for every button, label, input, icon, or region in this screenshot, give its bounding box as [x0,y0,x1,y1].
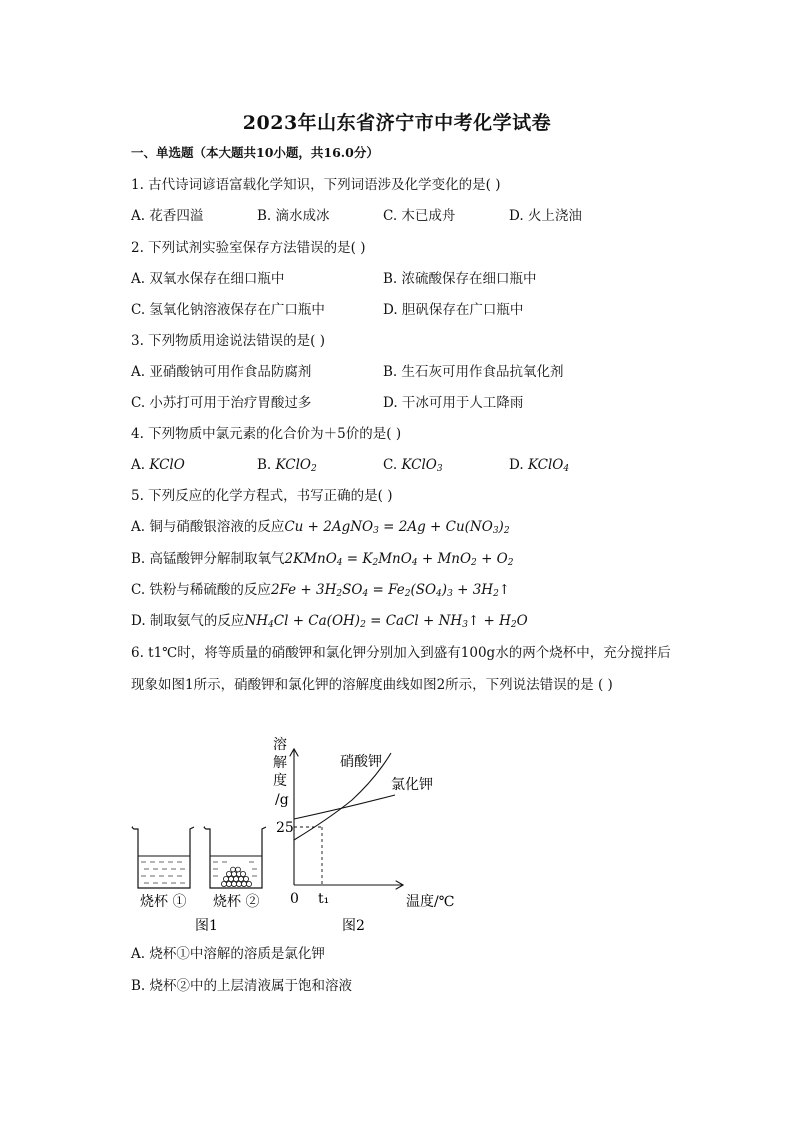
q1-option-a: A. 花香四溢 [131,208,204,224]
q5-option-b: B. 高锰酸钾分解制取氧气2KMnO$_4$ = $K_2MnO_4 + MnO_2 + O_2$ [131,551,514,568]
undissolved-solid [221,867,251,887]
curve-kcl [294,795,395,819]
y-axis-unit: /g [275,792,289,808]
q4-formula-c: KClO$_3$ [401,457,443,474]
q6-option-b: B. 烧杯②中的上层清液属于饱和溶液 [131,978,353,994]
x-tick-t1: t₁ [318,891,330,907]
q1-stem: 1. 古代诗词谚语富载化学知识，下列词语涉及化学变化的是( ) [131,177,501,193]
q6-stem-line1: 6. t1℃时，将等质量的硝酸钾和氯化钾分别加入到盛有100g水的两个烧杯中，充分搅拌后 [131,645,671,661]
q4-formula-b: KClO$_2$ [275,457,317,474]
q2-option-b: B. 浓硫酸保存在细口瓶中 [383,271,537,287]
origin-label: 0 [290,891,299,907]
q5-equation-d: $NH_4Cl + Ca(OH)_2$ = CaCl + $NH_3↑ + H_2O$ [244,613,528,630]
fig2-caption: 图2 [342,918,365,934]
y-axis-char-1: 溶 [273,737,287,753]
beaker1-label: 烧杯 ① [140,894,187,910]
q6-stem-line2: 现象如图1所示，硝酸钾和氯化钾的溶解度曲线如图2所示，下列说法错误的是 ( ) [131,677,613,693]
q5-stem: 5. 下列反应的化学方程式，书写正确的是( ) [131,488,393,504]
q1-option-d: D. 火上浇油 [509,208,582,224]
q4-option-d: D. KClO$_4$ [509,457,570,474]
q4-stem: 4. 下列物质中氯元素的化合价为＋5价的是( ) [131,426,402,442]
y-axis-char-3: 度 [273,773,287,789]
q4-option-c: C. KClO$_3$ [383,457,443,474]
label-kno3: 硝酸钾 [340,754,382,770]
q3-option-c: C. 小苏打可用于治疗胃酸过多 [131,395,312,411]
q6-option-a: A. 烧杯①中溶解的溶质是氯化钾 [131,946,325,962]
q1-option-b: B. 滴水成冰 [257,208,330,224]
q4-option-b: B. KClO$_2$ [257,457,317,474]
q5-option-c: C. 铁粉与稀硫酸的反应$2Fe + 3H_2SO_4 = Fe_2(SO_4)_3$ + $3H_2↑$ [131,582,511,599]
label-kcl: 氯化钾 [391,777,433,793]
curve-kno3 [294,753,391,840]
beaker-1 [132,827,194,888]
q3-option-d: D. 干冰可用于人工降雨 [383,395,524,411]
q2-option-a: A. 双氧水保存在细口瓶中 [131,271,285,287]
q5-equation-c: $2Fe + 3H_2SO_4 = Fe_2(SO_4)_3$ + $3H_2↑$ [270,582,511,599]
q2-stem: 2. 下列试剂实验室保存方法错误的是( ) [131,240,366,256]
q4-option-a: A. KClO [131,457,185,473]
q3-option-b: B. 生石灰可用作食品抗氧化剂 [383,364,564,380]
beaker2-label: 烧杯 ② [213,894,260,910]
q5-equation-a: Cu + 2AgNO$_3$ = $2Ag + Cu(NO_3)_2$ [284,519,510,536]
q1-option-c: C. 木已成舟 [383,208,456,224]
q5-option-d: D. 制取氨气的反应$NH_4Cl + Ca(OH)_2$ = CaCl + $NH_3↑ + H_2O$ [131,613,528,630]
q3-option-a: A. 亚硝酸钠可用作食品防腐剂 [131,364,312,380]
fig1-caption: 图1 [195,918,218,934]
q5-equation-b: 2KMnO$_4$ = $K_2MnO_4 + MnO_2 + O_2$ [284,551,514,568]
section-header: 一、单选题（本大题共10小题，共16.0分） [131,145,379,160]
beaker-2 [204,827,266,888]
y-tick-25: 25 [276,820,294,836]
x-axis-label: 温度/℃ [406,894,455,910]
q2-option-d: D. 胆矾保存在广口瓶中 [383,302,524,318]
q2-option-c: C. 氢氧化钠溶液保存在广口瓶中 [131,302,325,318]
q5-option-a: A. 铜与硝酸银溶液的反应Cu + 2AgNO$_3$ = $2Ag + Cu(NO_3)_2$ [131,519,510,536]
q3-stem: 3. 下列物质用途说法错误的是( ) [131,333,325,349]
q4-formula-a: KClO [149,457,185,473]
y-axis-char-2: 解 [273,755,287,771]
page-title: 2023年山东省济宁市中考化学试卷 [242,112,552,134]
q4-formula-d: KClO$_4$ [527,457,570,474]
